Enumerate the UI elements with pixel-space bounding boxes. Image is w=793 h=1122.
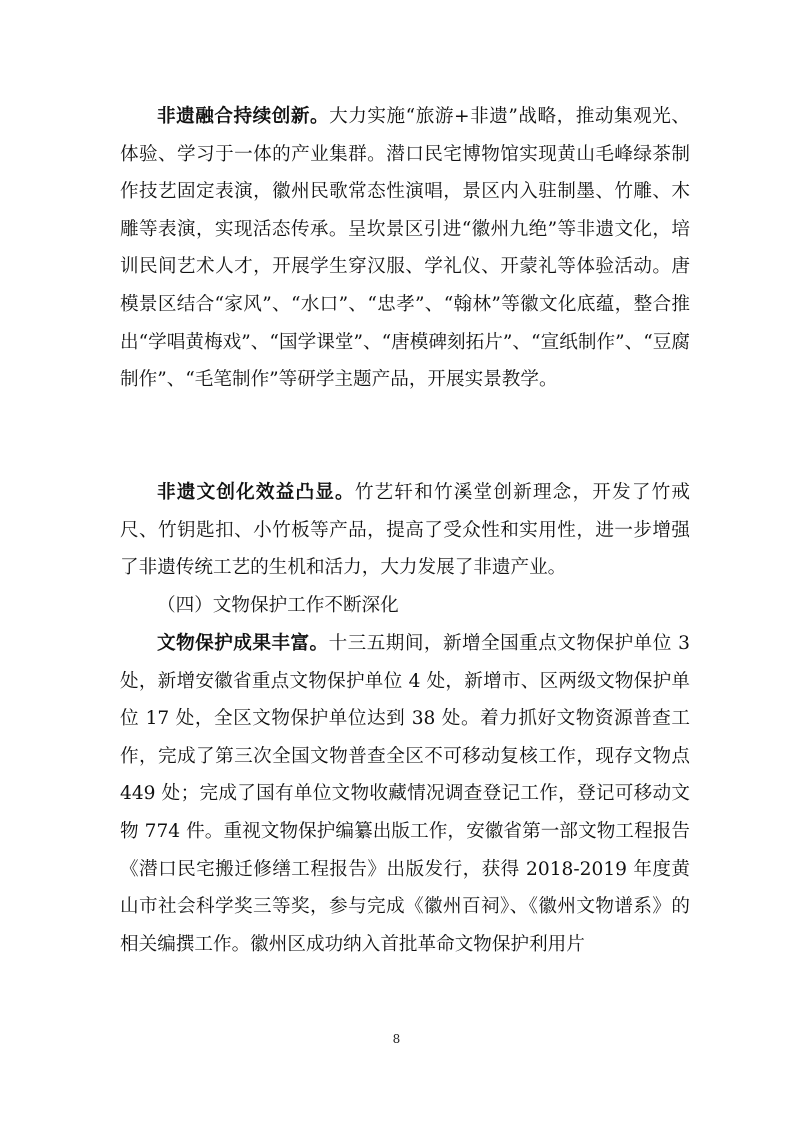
paragraph-intangible-heritage-innovation (120, 98, 690, 399)
section-heading: （四）文物保护工作不断深化 (157, 595, 399, 616)
paragraph-text: 十三五期间，新增全国重点文物保护单位 3 处，新增安徽省重点文物保护单位 4 处，新增市、区两级文物保护单位 17 处，全区文物保护单位达到 38 处。着力抓好文物资源普查工作，完成了第三次全国文物普查全区不可移动复核工作，现存文物点 449 处；完成了国有单位文物收藏情况调查登记工作，登记可移动文物 774 件。重视文物保护编纂出版工作，安徽省第一部文物工程报告《潜口民宅搬迁修缮工程报告》出版发行，获得 2018-2019 年度黄山市社会科学奖三等奖，参与完成《徽州百祠》、《徽州文物谱系》的相关编撰工作。徽州区成功纳入首批革命文物保护利用片 (120, 633, 690, 955)
paragraph-text: 大力实施“旅游+非遗”战略，推动集观光、体验、学习于一体的产业集群。潜口民宅博物馆实现黄山毛峰绿茶制作技艺固定表演，徽州民歌常态性演唱，景区内入驻制墨、竹雕、木雕等表演，实现活态传承。呈坎景区引进“徽州九绝”等非遗文化，培训民间艺术人才，开展学生穿汉服、学礼仪、开蒙礼等体验活动。唐模景区结合“家风”、“水口”、“忠孝”、“翰林”等徽文化底蕴，整合推出“学唱黄梅戏”、“国学课堂”、“唐模碑刻拓片”、“宣纸制作”、“豆腐制作”、“毛笔制作”等研学主题产品，开展实景教学。 (120, 106, 690, 391)
paragraph-lead: 文物保护成果丰富。 (157, 633, 329, 654)
paragraph-text: 竹艺轩和竹溪堂创新理念，开发了竹戒尺、竹钥匙扣、小竹板等产品，提高了受众性和实用性，进一步增强了非遗传统工艺的生机和活力，大力发展了非遗产业。 (120, 482, 690, 579)
page-number: 8 (392, 1032, 401, 1046)
paragraph-lead: 非遗融合持续创新。 (157, 106, 330, 127)
paragraph-lead: 非遗文创化效益凸显。 (157, 482, 355, 503)
paragraph-cultural-relics-protection (120, 625, 690, 963)
paragraph-cultural-creative-benefits (120, 474, 690, 587)
